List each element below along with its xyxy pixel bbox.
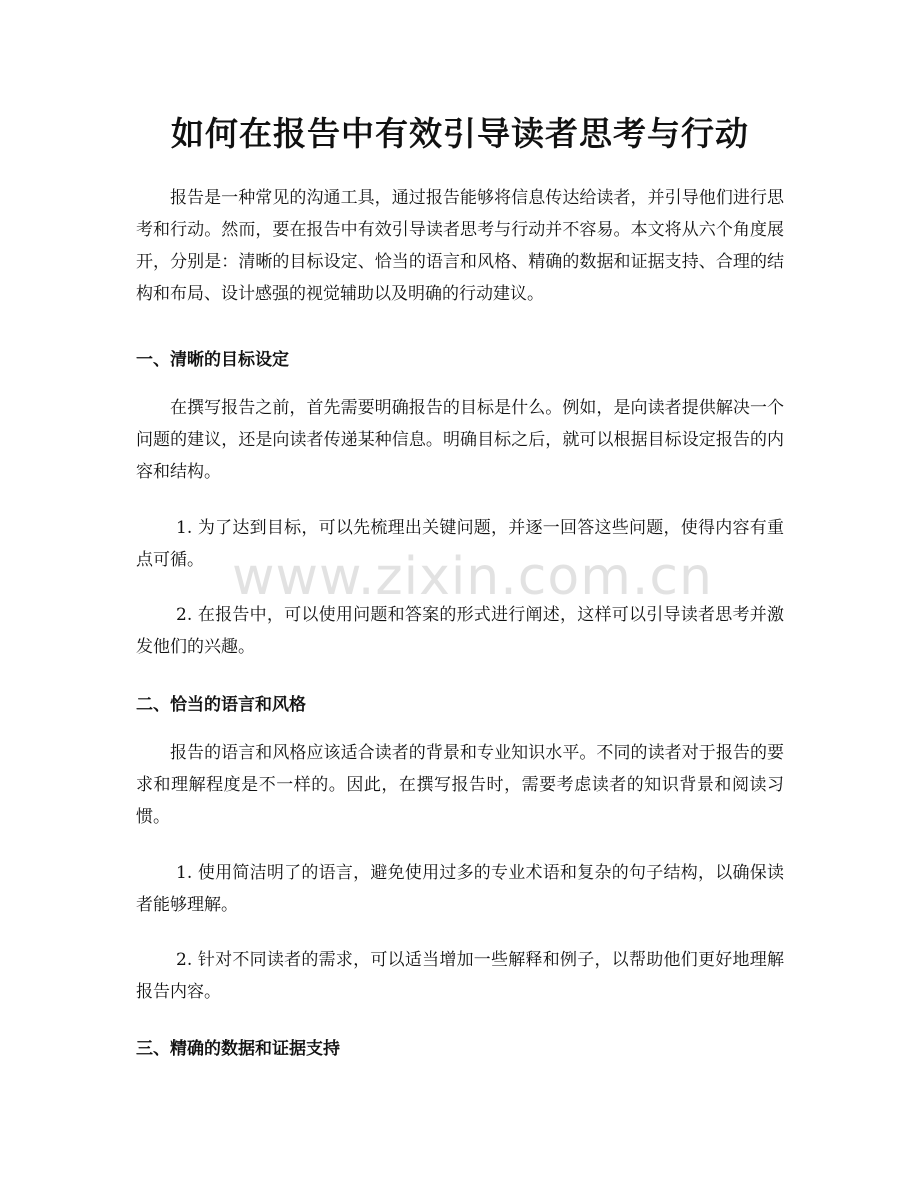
- watermark-text: www.zixin.com.cn: [232, 547, 713, 607]
- section-1-item-2: 2. 在报告中，可以使用问题和答案的形式进行阐述，这样可以引导读者思考并激发他们的兴趣。: [136, 605, 784, 657]
- section-2-heading: 二、恰当的语言和风格: [136, 695, 306, 715]
- section-2-item-2: 2. 针对不同读者的需求，可以适当增加一些解释和例子，以帮助他们更好地理解报告内容。: [136, 950, 784, 1002]
- section-1-body: 在撰写报告之前，首先需要明确报告的目标是什么。例如，是向读者提供解决一个问题的建议，还是向读者传递某种信息。明确目标之后，就可以根据目标设定报告的内容和结构。: [136, 398, 784, 482]
- section-1-item-1: 1. 为了达到目标，可以先梳理出关键问题，并逐一回答这些问题，使得内容有重点可循。: [136, 518, 784, 570]
- section-2-item-1: 1. 使用简洁明了的语言，避免使用过多的专业术语和复杂的句子结构，以确保读者能够理解。: [136, 863, 784, 915]
- section-2-body: 报告的语言和风格应该适合读者的背景和专业知识水平。不同的读者对于报告的要求和理解程度是不一样的。因此，在撰写报告时，需要考虑读者的知识背景和阅读习惯。: [136, 743, 784, 827]
- intro-paragraph: 报告是一种常见的沟通工具，通过报告能够将信息传达给读者，并引导他们进行思考和行动。然而，要在报告中有效引导读者思考与行动并不容易。本文将从六个角度展开，分别是：清晰的目标设定、恰当的语言和风格、精确的数据和证据支持、合理的结构和布局、设计感强的视觉辅助以及明确的行动建议。: [136, 188, 784, 304]
- section-3-heading: 三、精确的数据和证据支持: [136, 1039, 340, 1059]
- section-1-heading: 一、清晰的目标设定: [136, 350, 289, 370]
- page-title: 如何在报告中有效引导读者思考与行动: [171, 114, 749, 153]
